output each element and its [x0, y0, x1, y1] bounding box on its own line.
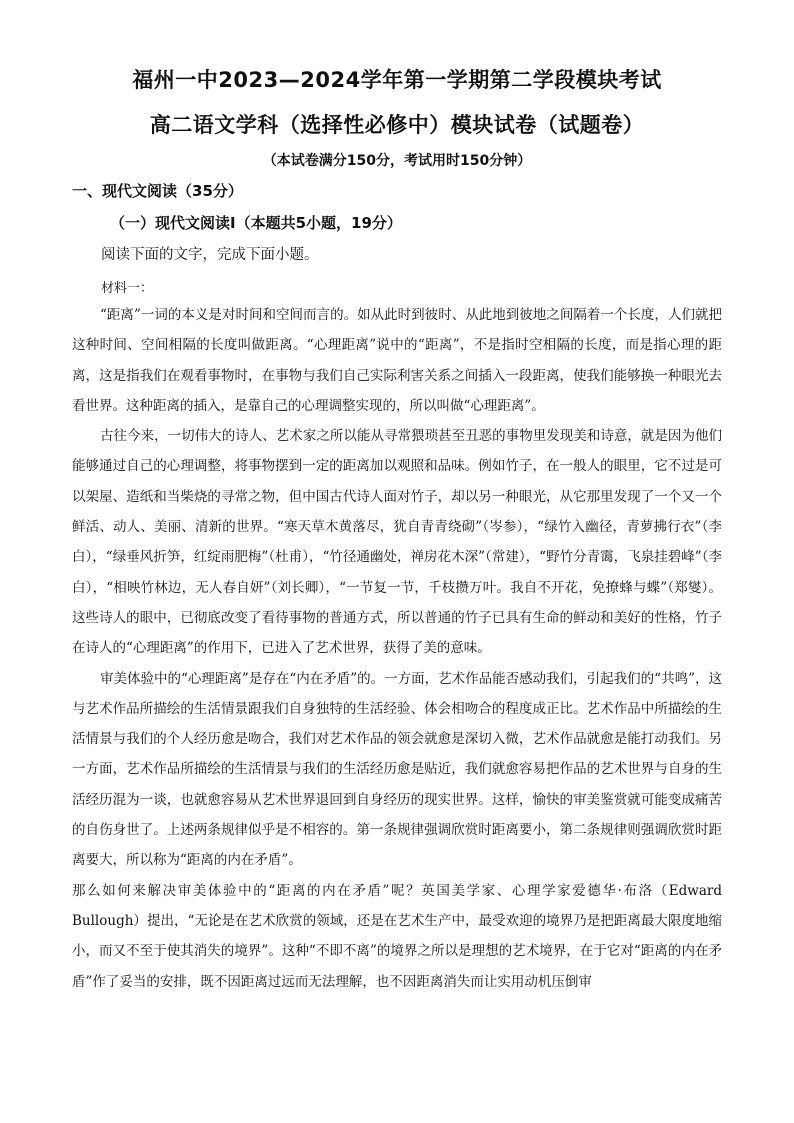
section-heading: 一、现代文阅读（35分） — [72, 182, 243, 200]
paper-title: 高二语文学科（选择性必修中）模块试卷（试题卷） — [149, 113, 645, 137]
material-label: 材料一： — [101, 281, 154, 296]
subsection-heading: （一）现代文阅读Ⅰ（本题共5小题，19分） — [110, 214, 402, 232]
instruction-text: 阅读下面的文字，完成下面小题。 — [101, 247, 319, 263]
paragraph: 审美体验中的“心理距离”是存在“内在矛盾”的。一方面，艺术作品能否感动我们，引起我们的“共鸣”，这与艺术作品所描绘的生活情景跟我们自身独特的生活经验、体会相吻合的程度成正比。艺术作品中所描绘的生活情景与我们的个人经历愈是吻合，我们对艺术作品的领会就愈是深切入微，艺术作品就愈是能打动我们。另一方面，艺术作品所描绘的生活情景与我们的生活经历愈是贴近，我们就愈容易把作品的艺术世界与自身的生活经历混为一谈，也就愈容易从艺术世界退回到自身经历的现实世界。这样，愉快的审美鉴赏就可能变成痛苦的自伤身世了。上述两条规律似乎是不相容的。第一条规律强调欣赏时距离要小，第二条规律则强调欣赏时距离要大，所以称为“距离的内在矛盾”。 — [72, 670, 722, 869]
exam-title: 福州一中2023—2024学年第一学期第二学段模块考试 — [132, 68, 662, 92]
article-body — [72, 300, 722, 997]
paragraph: 古往今来，一切伟大的诗人、艺术家之所以能从寻常猥琐甚至丑恶的事物里发现美和诗意，就是因为他们能够通过自己的心理调整，将事物摆到一定的距离加以观照和品味。例如竹子，在一般人的眼里，它不过是可以架屋、造纸和当柴烧的寻常之物，但中国古代诗人面对竹子，却以另一种眼光，从它那里发现了一个又一个鲜活、动人、美丽、清新的世界。“寒天草木黄落尽，犹自青青绕砌”（岑参），“绿竹入幽径，青萝拂行衣”（李白），“绿垂风折笋，红绽雨肥梅”（杜甫），“竹径通幽处，禅房花木深”（常建），“野竹分青霭，飞泉挂碧峰”（李白），“相映竹林边，无人春自妍”（刘长卿），“一节复一节，千枝攒万叶。我自不开花，免撩蜂与蝶”（郑燮）。这些诗人的眼中，已彻底改变了看待事物的普通方式，所以普通的竹子已具有生命的鲜动和美好的性格，竹子在诗人的“心理距离”的作用下，已进入了艺术世界，获得了美的意味。 — [72, 428, 722, 657]
exam-note: （本试卷满分150分，考试用时150分钟） — [262, 153, 532, 169]
paragraph: 那么如何来解决审美体验中的“距离的内在矛盾”呢？英国美学家、心理学家爱德华·布洛（Edward Bullough）提出，“无论是在艺术欣赏的领域，还是在艺术生产中，最受欢迎的境界乃是把距离最大限度地缩小，而又不至于使其消失的境界”。这种“不即不离”的境界之所以是理想的艺术境界，在于它对“距离的内在矛盾”作了妥当的安排，既不因距离过远而无法理解，也不因距离消失而让实用动机压倒审 — [72, 882, 722, 990]
paragraph: “距离”一词的本义是对时间和空间而言的。如从此时到彼时、从此地到彼地之间隔着一个长度，人们就把这种时间、空间相隔的长度叫做距离。“心理距离”说中的“距离”，不是指时空相隔的长度，而是指心理的距离，这是指我们在观看事物时，在事物与我们自己实际利害关系之间插入一段距离，使我们能够换一种眼光去看世界。这种距离的插入，是靠自己的心理调整实现的，所以叫做“心理距离”。 — [72, 307, 722, 414]
